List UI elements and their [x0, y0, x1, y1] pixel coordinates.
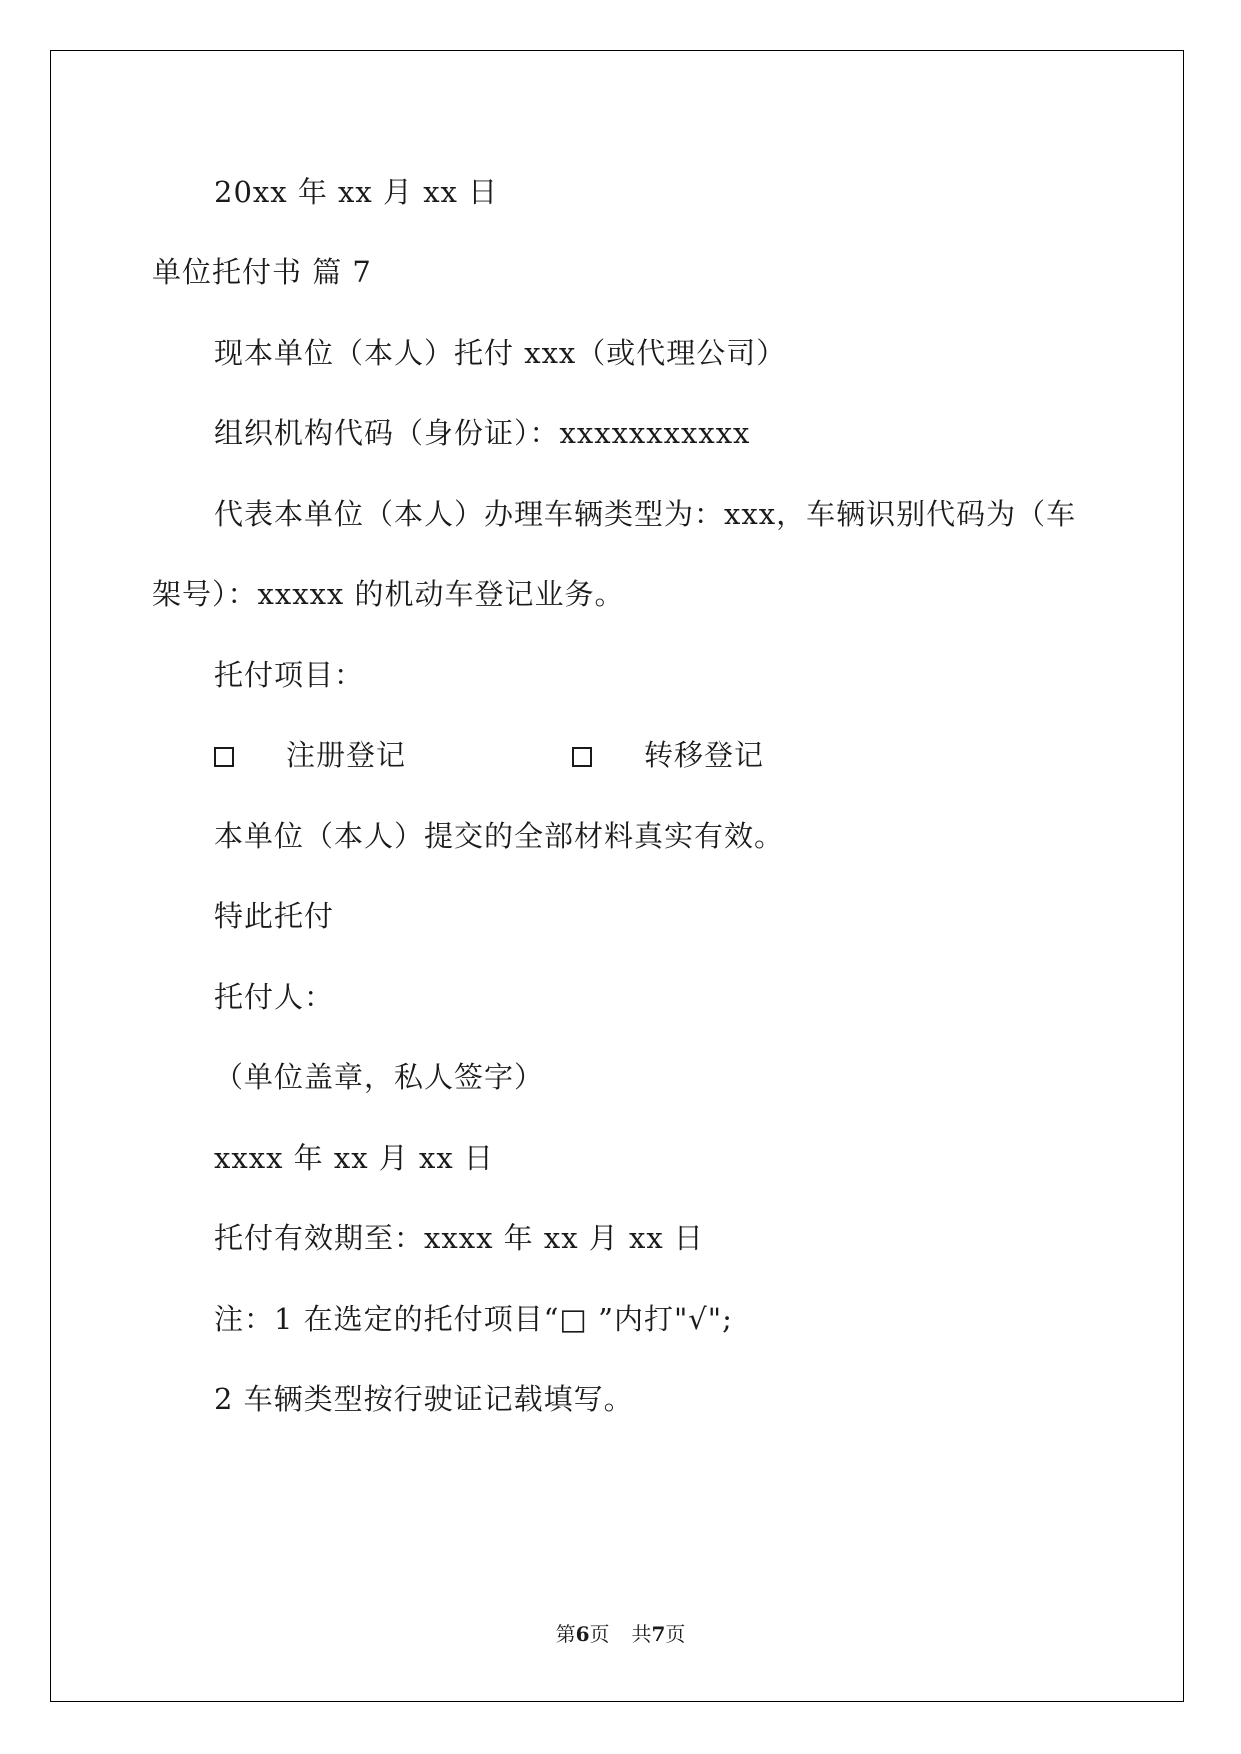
page-footer [0, 1620, 1241, 1648]
materials-statement: 本单位（本人）提交的全部材料真实有效。 [214, 819, 785, 853]
total-prefix: 共 [631, 1622, 652, 1646]
register-label: 注册登记 [286, 738, 407, 772]
vehicle-type-line: 代表本单位（本人）办理车辆类型为：xxx，车辆识别代码为（车 [214, 497, 1077, 531]
checkbox-group-register[interactable] [214, 735, 406, 775]
page-prefix: 第 [555, 1622, 576, 1646]
items-heading: 托付项目： [214, 658, 365, 692]
register-checkbox[interactable] [214, 747, 234, 767]
page-mid: 页 [589, 1622, 610, 1646]
vehicle-vin-line: 架号）：xxxxx 的机动车登记业务。 [152, 577, 625, 611]
date-line: 20xx 年 xx 月 xx 日 [214, 175, 499, 209]
entrust-statement: 现本单位（本人）托付 xxx（或代理公司） [214, 336, 787, 370]
page-border [50, 50, 1184, 1702]
seal-signature-note: （单位盖章，私人签字） [214, 1060, 545, 1094]
page-total: 7 [651, 1622, 666, 1646]
total-suffix: 页 [665, 1622, 686, 1646]
hereby-entrust: 特此托付 [214, 899, 335, 933]
checkbox-group-transfer[interactable] [572, 735, 764, 775]
transfer-checkbox[interactable] [572, 747, 592, 767]
entruster-label: 托付人： [214, 980, 335, 1014]
signing-date: xxxx 年 xx 月 xx 日 [214, 1141, 494, 1175]
note-2: 2 车辆类型按行驶证记载填写。 [214, 1382, 634, 1416]
validity-date: 托付有效期至：xxxx 年 xx 月 xx 日 [214, 1221, 704, 1255]
page-current: 6 [575, 1622, 590, 1646]
note-1: 注：1 在选定的托付项目“□ ”内打"√"; [214, 1302, 733, 1336]
org-code-line: 组织机构代码（身份证）：xxxxxxxxxxx [214, 416, 751, 450]
section-title: 单位托付书 篇 7 [152, 255, 372, 289]
transfer-label: 转移登记 [644, 738, 765, 772]
